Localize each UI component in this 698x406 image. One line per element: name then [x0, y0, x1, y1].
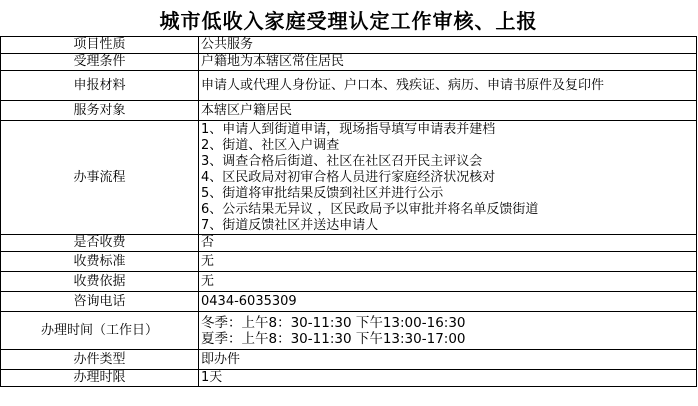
procedure-step: 5、街道将审批结果反馈到社区并进行公示 [201, 185, 444, 201]
table-row [1, 272, 697, 292]
row-value-time-limit: 1天 [199, 370, 697, 387]
row-label-time-limit: 办理时限 [1, 370, 199, 387]
table-row [1, 121, 697, 235]
row-label-fee-standard: 收费标准 [1, 252, 199, 272]
page-title: 城市低收入家庭受理认定工作审核、上报 [159, 9, 538, 33]
row-value-service-target: 本辖区户籍居民 [199, 101, 697, 121]
table-row [1, 54, 697, 71]
row-value-case-type: 即办件 [199, 350, 697, 370]
table-row [1, 71, 697, 101]
office-hours [199, 312, 697, 350]
row-label-fee-basis: 收费依据 [1, 272, 199, 292]
table-row [1, 235, 697, 252]
row-value-fee-basis: 无 [199, 272, 697, 292]
procedure-step: 4、区民政局对初审合格人员进行家庭经济状况核对 [201, 169, 496, 185]
row-value-materials: 申请人或代理人身份证、户口本、残疾证、病历、申请书原件及复印件 [199, 71, 697, 101]
row-value-conditions: 户籍地为本辖区常住居民 [199, 54, 697, 71]
row-label-phone: 咨询电话 [1, 292, 199, 312]
procedure-step: 1、申请人到街道申请，现场指导填写申请表并建档 [201, 121, 496, 137]
table-row [1, 370, 697, 387]
procedure-steps [199, 121, 697, 235]
row-label-case-type: 办件类型 [1, 350, 199, 370]
row-label-office-hours: 办理时间（工作日） [1, 312, 199, 350]
row-label-procedure: 办事流程 [1, 121, 199, 235]
row-label-project-nature: 项目性质 [1, 37, 199, 54]
row-label-materials: 申报材料 [1, 71, 199, 101]
row-value-project-nature: 公共服务 [199, 37, 697, 54]
office-hours-line: 冬季：上午8：30-11:30 下午13:00-16:30 [201, 314, 466, 331]
office-hours-line: 夏季：上午8：30-11:30 下午13:30-17:00 [201, 330, 466, 347]
table-row [1, 312, 697, 350]
table-row [1, 292, 697, 312]
row-label-service-target: 服务对象 [1, 101, 199, 121]
service-info-sheet [0, 6, 697, 405]
procedure-step: 7、街道反馈社区并送达申请人 [201, 217, 379, 233]
table-row [1, 350, 697, 370]
row-value-fee-standard: 无 [199, 252, 697, 272]
table-row [1, 37, 697, 54]
procedure-step: 3、调查合格后街道、社区在社区召开民主评议会 [201, 153, 483, 169]
row-label-fee-charged: 是否收费 [1, 235, 199, 252]
row-label-conditions: 受理条件 [1, 54, 199, 71]
procedure-step: 6、公示结果无异议 ，区民政局予以审批并将名单反馈街道 [201, 201, 539, 217]
service-info-table [0, 36, 697, 387]
row-value-phone: 0434-6035309 [199, 292, 697, 312]
table-row [1, 101, 697, 121]
table-row [1, 252, 697, 272]
procedure-step: 2、街道、社区入户调查 [201, 137, 340, 153]
row-value-fee-charged: 否 [199, 235, 697, 252]
